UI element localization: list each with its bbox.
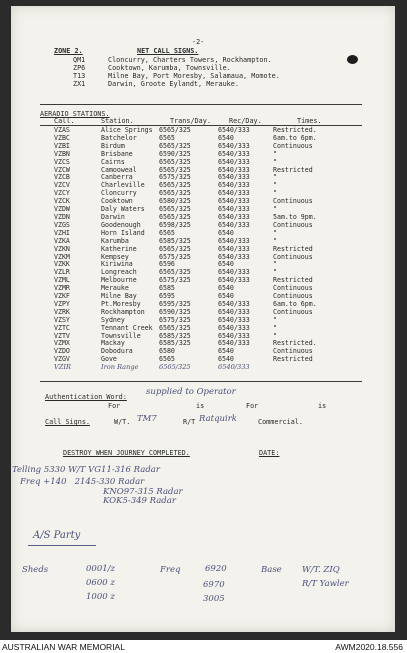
auth-for-2: For — [246, 402, 259, 410]
station-name: Merauke — [101, 284, 129, 293]
divider-rule — [40, 104, 362, 105]
station-rec: 6540/333 — [218, 189, 250, 198]
net-call-places: Milne Bay, Port Moresby, Salamaua, Momote. — [108, 72, 280, 80]
sheds-time: 0600 z — [86, 578, 115, 588]
station-times: Continuous — [273, 284, 313, 293]
station-name: Goodenough — [101, 220, 141, 229]
station-trans: 6595 — [159, 292, 175, 301]
station-rec: 6540 — [218, 228, 234, 237]
auth-label: Authentication Word: — [45, 393, 127, 401]
station-call: VZKK — [54, 260, 70, 269]
station-times: " — [273, 268, 277, 277]
station-times: 5am.to 9pm. — [273, 212, 317, 221]
station-trans: 6565/325 — [159, 126, 191, 134]
station-rec: 6540 — [218, 284, 234, 293]
station-times: Continuous — [273, 292, 313, 301]
station-rec: 6540/333 — [218, 220, 250, 229]
station-call: VZML — [54, 276, 70, 285]
station-name: Cooktown — [101, 197, 133, 206]
rt-handwritten: Ratquirk — [199, 414, 237, 424]
net-call-sign: ZX1 — [73, 80, 86, 88]
station-times: " — [273, 323, 277, 332]
station-trans: 6590/325 — [159, 307, 191, 316]
station-trans: 6565/325 — [159, 268, 191, 277]
station-name: Alice Springs — [101, 126, 153, 134]
station-rec: 6540/333 — [218, 197, 250, 206]
station-trans: 6575/325 — [159, 173, 191, 182]
station-rec: 6540/333 — [218, 315, 250, 324]
station-rec: 6540/333 — [218, 331, 250, 340]
footer-right: AWM2020.18.556 — [335, 642, 403, 652]
station-trans: 6590/325 — [159, 149, 191, 158]
station-times: Continuous — [273, 197, 313, 206]
station-call: VZKN — [54, 244, 70, 253]
station-times: Continuous — [273, 141, 313, 150]
station-trans: 6565/325 — [159, 165, 191, 174]
station-name: Horn Island — [101, 228, 145, 237]
freq-label: Freq — [160, 565, 181, 575]
station-row — [54, 309, 353, 317]
station-row — [54, 222, 353, 230]
station-call: VZHI — [54, 228, 70, 237]
station-rec: 6540/333 — [218, 181, 250, 190]
header-station: Station. — [101, 117, 134, 125]
station-times: " — [273, 236, 277, 245]
station-times: Restricted — [273, 244, 313, 253]
station-call: VZCK — [54, 197, 70, 206]
date-label: DATE: — [259, 449, 280, 457]
station-call: VZKM — [54, 252, 70, 261]
station-rec: 6540/333 — [218, 363, 250, 372]
station-rec: 6540/333 — [218, 173, 250, 182]
station-row — [54, 167, 353, 175]
station-rec: 6540/333 — [218, 126, 250, 134]
station-row — [54, 317, 353, 325]
station-rec: 6540/333 — [218, 141, 250, 150]
station-row — [54, 151, 353, 159]
station-trans: 6565/325 — [159, 141, 191, 150]
station-call: VZBC — [54, 133, 70, 142]
station-call: VZDO — [54, 347, 70, 356]
auth-is-2: is — [318, 402, 327, 410]
station-trans: 6565 — [159, 355, 175, 364]
station-rec: 6540 — [218, 260, 234, 269]
station-call: VZKA — [54, 236, 70, 245]
station-trans: 6565/325 — [159, 205, 191, 214]
station-row — [54, 325, 353, 333]
destroy-label: DESTROY WHEN JOURNEY COMPLETED. — [63, 449, 190, 457]
station-name: Canberra — [101, 173, 133, 182]
station-name: Longreach — [101, 268, 137, 277]
station-times: " — [273, 315, 277, 324]
station-trans: 6565 — [159, 228, 175, 237]
station-call: VZAS — [54, 126, 70, 134]
station-trans: 6596 — [159, 260, 175, 269]
station-row-handwritten — [54, 364, 353, 372]
station-row — [54, 174, 353, 182]
station-call: VZBN — [54, 149, 70, 158]
station-trans: 6565/325 — [159, 157, 191, 166]
divider-rule — [40, 381, 362, 382]
station-times: " — [273, 157, 277, 166]
station-call: VZBI — [54, 141, 70, 150]
station-times — [273, 364, 353, 372]
station-row — [54, 254, 353, 262]
station-times: " — [273, 173, 277, 182]
station-trans: 6565/325 — [159, 189, 191, 198]
station-call: VZDN — [54, 212, 70, 221]
station-trans: 6580/325 — [159, 197, 191, 206]
hand-note: Telling 5330 W/T VG11-316 Radar — [12, 465, 160, 475]
as-party-underline — [28, 545, 96, 546]
call-signs-label: Call Signs. — [45, 418, 91, 426]
station-call: VZGS — [54, 220, 70, 229]
sheds-time: 1000 z — [86, 592, 115, 602]
station-row — [54, 198, 353, 206]
station-times: " — [273, 205, 277, 214]
station-rec: 6540/333 — [218, 157, 250, 166]
auth-handwritten: supplied to Operator — [146, 387, 236, 397]
station-name: Tennant Creek — [101, 323, 153, 332]
station-call: VZKF — [54, 292, 70, 301]
station-trans: 6565/325 — [159, 212, 191, 221]
station-name: Camooweal — [101, 165, 137, 174]
auth-for-1: For — [108, 402, 121, 410]
station-times: 6am.to 6pm. — [273, 133, 317, 142]
station-times: Continuous — [273, 220, 313, 229]
freq-value: 6920 — [205, 564, 227, 574]
net-call-sign: ZP6 — [73, 64, 86, 72]
station-row — [54, 261, 353, 269]
wt-label: W/T. — [114, 418, 131, 426]
net-call-places: Cloncurry, Charters Towers, Rockhampton. — [108, 56, 272, 64]
station-trans: 6565/325 — [159, 181, 191, 190]
station-call: VZTC — [54, 323, 70, 332]
net-call-places: Cooktown, Karumba, Townsville. — [108, 64, 231, 72]
station-name: Karumba — [101, 236, 129, 245]
station-trans: 6585/325 — [159, 236, 191, 245]
station-call: VZCV — [54, 181, 70, 190]
station-name: Katherine — [101, 244, 137, 253]
station-rec: 6540/333 — [218, 339, 250, 348]
station-name: Gove — [101, 355, 117, 364]
freq-value: 3005 — [203, 594, 225, 604]
station-call: VZGV — [54, 355, 70, 364]
station-trans: 6585/325 — [159, 331, 191, 340]
station-trans: 6580 — [159, 347, 175, 356]
freq-value: 6970 — [203, 580, 225, 590]
station-times: " — [273, 228, 277, 237]
station-rec: 6540/333 — [218, 276, 250, 285]
station-row — [54, 230, 353, 238]
station-name: Brisbane — [101, 149, 133, 158]
station-name: Dobodura — [101, 347, 133, 356]
station-name: Birdum — [101, 141, 125, 150]
station-rec: 6540/333 — [218, 323, 250, 332]
sheds-time: 0001/z — [86, 564, 115, 574]
footer-left: AUSTRALIAN WAR MEMORIAL — [2, 642, 125, 652]
station-call: VZIR — [54, 363, 71, 372]
net-call-places: Darwin, Groote Eylandt, Merauke. — [108, 80, 239, 88]
station-row — [54, 143, 353, 151]
base-label: Base — [261, 565, 282, 575]
base-rt: R/T Yawler — [302, 579, 349, 589]
station-trans: 6585 — [159, 284, 175, 293]
net-call-signs-title: NET CALL SIGNS. — [137, 47, 199, 55]
station-times: Restricted — [273, 276, 313, 285]
station-rec: 6540/333 — [218, 307, 250, 316]
stations-table — [54, 127, 353, 372]
station-trans: 6598/325 — [159, 220, 191, 229]
hand-note: KOK5-349 Radar — [103, 496, 176, 506]
station-trans: 6575/325 — [159, 252, 191, 261]
station-rec: 6540 — [218, 133, 234, 142]
hand-note: KNO97-315 Radar — [103, 487, 183, 497]
station-call: VZMX — [54, 339, 70, 348]
wt-handwritten: TM7 — [137, 414, 157, 424]
station-trans: 6585/325 — [159, 339, 191, 348]
station-times: " — [273, 149, 277, 158]
station-call: VZPY — [54, 299, 70, 308]
station-call: VZMR — [54, 284, 70, 293]
station-trans: 6575/325 — [159, 315, 191, 324]
station-trans: 6575/325 — [159, 276, 191, 285]
station-name: Iron Range — [101, 363, 139, 372]
station-call: VZDW — [54, 205, 70, 214]
station-name: Pt.Moresby — [101, 299, 141, 308]
net-call-sign: QM1 — [73, 56, 86, 64]
station-name: Charleville — [101, 181, 145, 190]
as-party-title: A/S Party — [33, 530, 81, 541]
station-times: Restricted — [273, 165, 313, 174]
station-name: Cairns — [101, 157, 125, 166]
station-call: VZTV — [54, 331, 70, 340]
station-name: Rockhampton — [101, 307, 145, 316]
station-call: VZSY — [54, 315, 70, 324]
station-times: Continuous — [273, 347, 313, 356]
station-rec: 6540/333 — [218, 165, 250, 174]
station-name: Batchelor — [101, 133, 137, 142]
station-row — [54, 356, 353, 364]
station-row — [54, 182, 353, 190]
station-call: VZCW — [54, 165, 70, 174]
station-rec: 6540/333 — [218, 299, 250, 308]
station-rec: 6540/333 — [218, 244, 250, 253]
station-times: " — [273, 331, 277, 340]
base-wt: W/T. ZIQ — [302, 565, 340, 575]
header-times: Times. — [297, 117, 322, 125]
station-rec: 6540/333 — [218, 236, 250, 245]
station-rec: 6540/333 — [218, 252, 250, 261]
header-trans: Trans/Day. — [170, 117, 211, 125]
station-name: Cloncurry — [101, 189, 137, 198]
station-rec: 6540/333 — [218, 205, 250, 214]
station-trans: 6565/325 — [159, 244, 191, 253]
station-times: Restricted. — [273, 126, 317, 134]
rt-label: R/T — [183, 418, 196, 426]
station-rec: 6540/333 — [218, 268, 250, 277]
station-name: Townsville — [101, 331, 141, 340]
station-times: " — [273, 181, 277, 190]
station-times: Restricted — [273, 355, 313, 364]
station-rec: 6540 — [218, 292, 234, 301]
station-times: Continuous — [273, 307, 313, 316]
station-call: VZRK — [54, 307, 70, 316]
station-call: VZCB — [54, 173, 70, 182]
station-name: Kiriwina — [101, 260, 133, 269]
station-name: Kempsey — [101, 252, 129, 261]
auth-is-1: is — [196, 402, 205, 410]
station-name: Darwin — [101, 212, 125, 221]
station-rec: 6540 — [218, 355, 234, 364]
station-call: VZCS — [54, 157, 70, 166]
station-rec: 6540 — [218, 347, 234, 356]
station-times: Continuous — [273, 252, 313, 261]
net-call-sign: T13 — [73, 72, 86, 80]
station-trans: 6565/325 — [159, 363, 191, 372]
station-name: Sydney — [101, 315, 125, 324]
station-name: Melbourne — [101, 276, 137, 285]
hand-note: Freq +140 2145-330 Radar — [20, 477, 145, 487]
station-rec: 6540/333 — [218, 149, 250, 158]
header-rec: Rec/Day. — [229, 117, 262, 125]
punch-hole — [347, 55, 358, 64]
station-name: Daly Waters — [101, 205, 145, 214]
station-name: Mackay — [101, 339, 125, 348]
zone-label: ZONE 2. — [54, 47, 83, 55]
station-trans: 6595/325 — [159, 299, 191, 308]
sheds-label: Sheds — [22, 565, 49, 575]
station-call: VZLR — [54, 268, 70, 277]
station-times: Restricted. — [273, 339, 317, 348]
station-trans: 6565/325 — [159, 323, 191, 332]
page-number: -2- — [192, 38, 205, 46]
header-call: Call. — [54, 117, 75, 125]
stations-title: AERADIO STATIONS. — [40, 110, 110, 118]
station-times: " — [273, 260, 277, 269]
station-trans: 6565 — [159, 133, 175, 142]
station-name: Milne Bay — [101, 292, 137, 301]
commercial-label: Commercial. — [258, 418, 304, 426]
station-call: VZCY — [54, 189, 70, 198]
station-times: 6am.to 6pm. — [273, 299, 317, 308]
station-rec: 6540/333 — [218, 212, 250, 221]
station-times: " — [273, 189, 277, 198]
